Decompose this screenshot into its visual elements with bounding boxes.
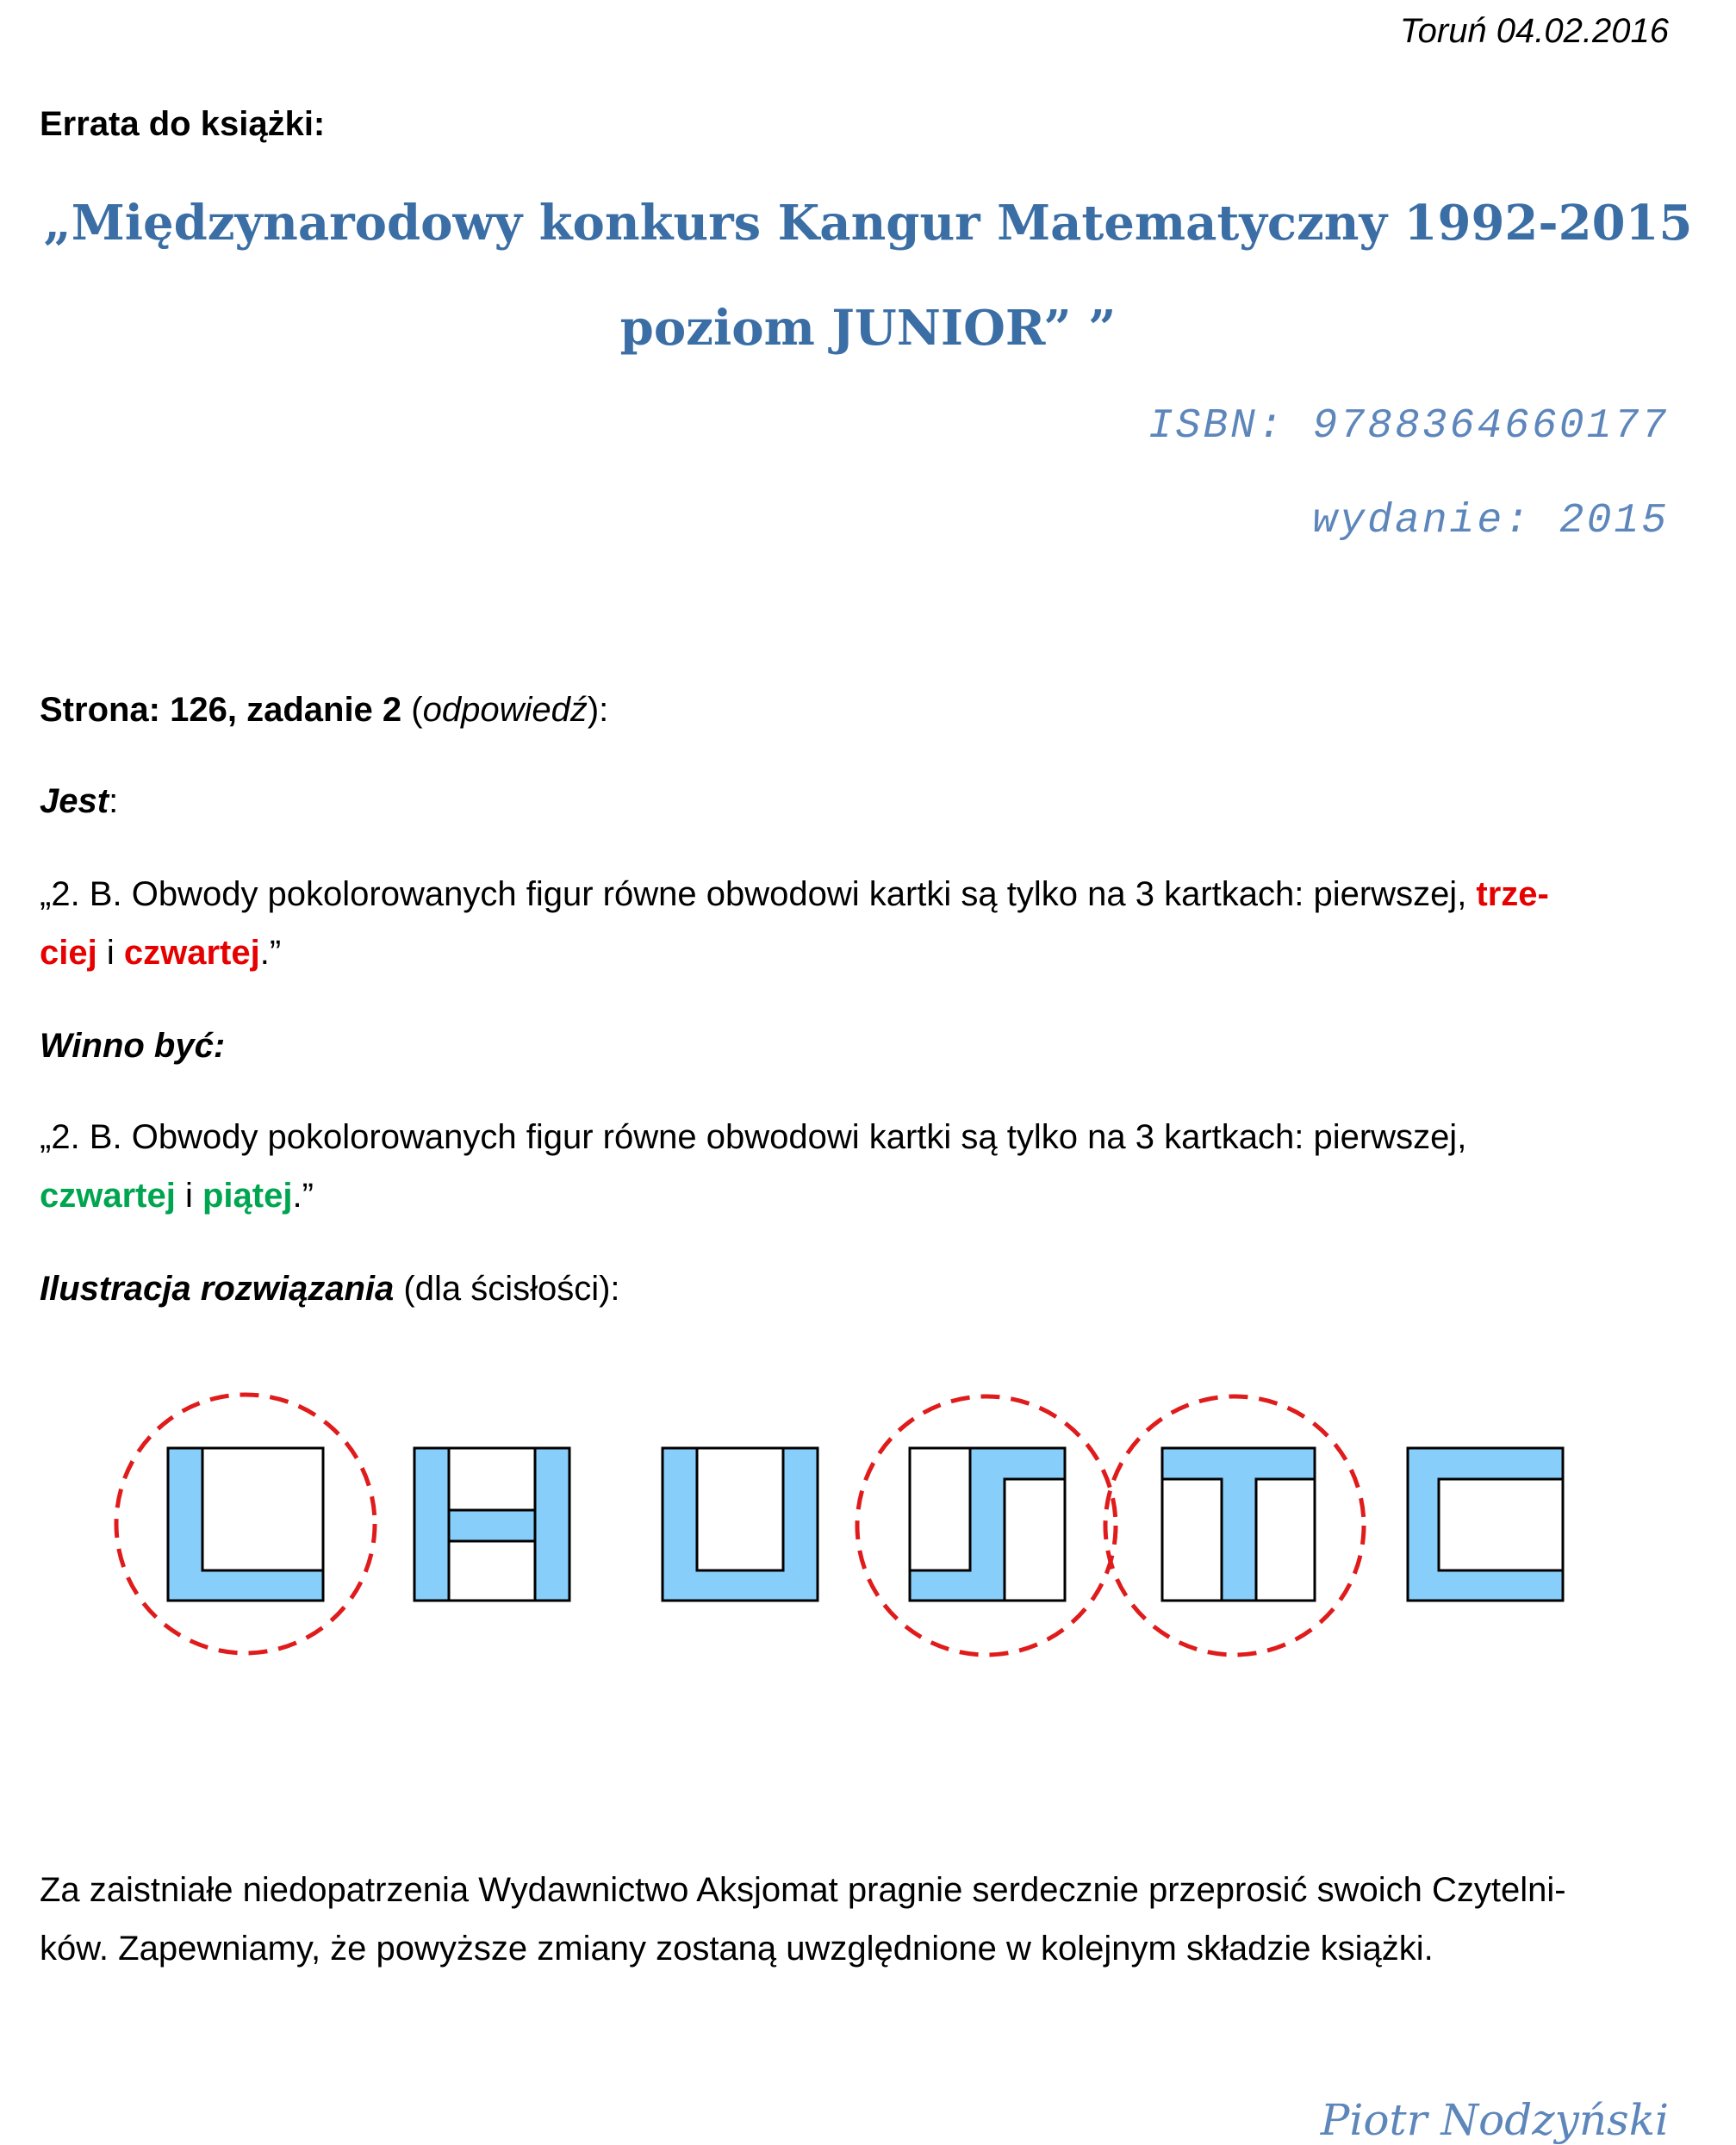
signature: Piotr Nodzyński <box>1320 2095 1669 2145</box>
page-reference <box>40 681 1668 739</box>
page-reference-close: ): <box>587 691 609 729</box>
errata-heading: Errata do książki: <box>40 105 326 143</box>
book-title-line-1: „Międzynarodowy konkurs Kangur Matematyczny 1992-2015 <box>43 195 1693 252</box>
should-end: .” <box>292 1177 314 1215</box>
is-end: .” <box>259 934 282 972</box>
document-date: Toruń 04.02.2016 <box>1399 12 1669 50</box>
should-mid: i <box>175 1177 202 1215</box>
should-green-word-2: piątej <box>202 1177 293 1215</box>
should-text-start: „2. B. Obwody pokolorowanych figur równe obwodowi kartki są tylko na 3 kartkach: pierwszej, <box>40 1118 1467 1156</box>
is-red-word-1a: trze- <box>1476 875 1549 913</box>
card-L-highlight-circle <box>116 1395 375 1653</box>
apology-line-2: ków. Zapewniamy, że powyższe zmiany zostaną uwzględnione w kolejnym składzie książki. <box>40 1930 1434 1968</box>
is-colon: : <box>109 782 119 820</box>
edition: wydanie: 2015 <box>1312 498 1669 544</box>
is-red-word-1b: ciej <box>40 934 97 972</box>
book-title-line-2: poziom JUNIOR” ” <box>619 300 1117 357</box>
illustration-heading <box>40 1259 1668 1318</box>
is-text-start: „2. B. Obwody pokolorowanych figur równe obwodowi kartki są tylko na 3 kartkach: pierwszej, <box>40 875 1477 913</box>
illustration-label: Ilustracja rozwiązania <box>40 1270 395 1308</box>
should-text-line-1 <box>40 1108 1668 1166</box>
should-heading <box>40 1017 1668 1075</box>
page-reference-italic: odpowiedź <box>422 691 588 729</box>
card-H <box>414 1448 569 1601</box>
card-L <box>116 1395 375 1653</box>
card-C <box>1408 1448 1563 1601</box>
isbn: ISBN: 9788364660177 <box>1148 403 1669 450</box>
should-label: Winno być: <box>40 1027 226 1065</box>
card-L-fill <box>168 1448 323 1601</box>
is-label: Jest <box>40 782 109 820</box>
illustration-note: (dla ścisłości): <box>394 1270 620 1308</box>
card-S <box>857 1396 1116 1655</box>
is-red-word-2: czwartej <box>123 934 260 972</box>
should-green-word-1: czwartej <box>40 1177 176 1215</box>
page-reference-open: ( <box>401 691 423 729</box>
is-mid: i <box>96 934 124 972</box>
is-text-line-1 <box>40 865 1668 923</box>
is-heading <box>40 772 1668 830</box>
solution-illustration <box>0 1378 1736 1663</box>
page-reference-bold: Strona: 126, zadanie 2 <box>40 691 402 729</box>
should-text-line-2 <box>40 1166 1668 1225</box>
apology-line-1: Za zaistniałe niedopatrzenia Wydawnictwo Aksjomat pragnie serdecznie przeprosić swoich Czytelni- <box>40 1871 1566 1909</box>
card-U <box>663 1448 818 1601</box>
card-T <box>1105 1396 1364 1655</box>
is-text-line-2 <box>40 923 1668 982</box>
